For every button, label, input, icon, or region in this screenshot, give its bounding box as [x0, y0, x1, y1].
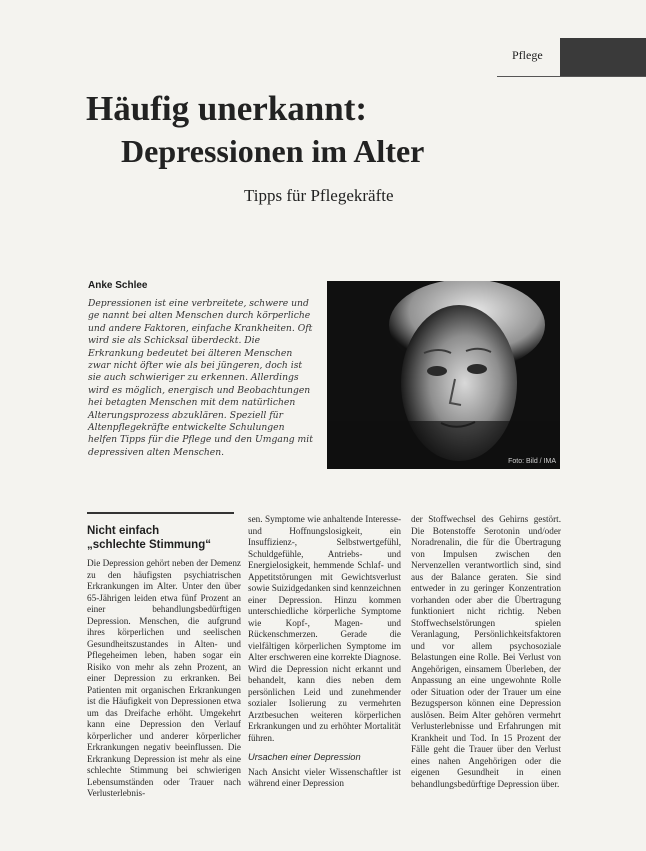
column-3: [411, 514, 561, 790]
article-title-line2: Depressionen im Alter: [121, 133, 425, 169]
column-1-text: Die Depression gehört neben der Demenz zu den häufigsten psychiatrischen Erkrankungen im Alter. Unter den über 65-Jährigen leiden etwa fünf Prozent an einer behandlungsbedürftigen Depression. Menschen, die aufgrund ihres körperlichen und seelischen Gesundheitszustandes in Alten- und Pflegeheimen leben, haben sogar ein Risiko von mehr als zehn Prozent, an einer Depression zu erkranken. Bei Patienten mit organischen Erkrankungen ist die Häufigkeit von Depressionen etwa um das Dreifache erhöht. Umgekehrt kann eine Depression den Verlauf körperlicher und anderer körperlicher Erkrankungen negativ beeinflussen. Die Erkrankung Depression ist mehr als eine schlechte Stimmung bei schwierigen Lebensumständen oder Trauer nach Verlusterlebnis-: [87, 558, 241, 798]
article-subtitle: Tipps für Pflegekräfte: [244, 186, 394, 205]
column-2: [248, 514, 401, 790]
section-heading-line1: Nicht einfach: [87, 525, 160, 537]
section-heading-line2: „schlechte Stimmung“: [87, 539, 211, 551]
elderly-man-illustration: [327, 281, 560, 469]
column-2-subheading: Ursachen einer Depression: [248, 752, 361, 762]
article-teaser: Depressionen ist eine verbreitete, schwere und ge nannt bei alten Menschen durch körperliche und andere Faktoren, einfache Krankheiten. Oft wird sie als Schicksal überdeckt. Die Erkrankung bedeutet bei älteren Menschen zwar nicht öfter wie als bei jüngeren, doch ist sie auch schwieriger zu erkennen. Allerdings wird es möglich, energisch und Beobachtungen hei betagten Menschen mit dem natürlichen Alterungsprozess abzuklären. Speziell für Altenpflegekräfte entwickelte Schulungen helfen Tipps für die Pflege und den Umgang mit depressiven alten Menschen.: [88, 298, 313, 458]
column-1: [87, 524, 241, 800]
section-color-block: [560, 38, 646, 76]
column-3-text: der Stoffwechsel des Gehirns gestört. Die Botenstoffe Serotonin und/oder Noradrenalin, die für die Übertragung von Impulsen zwischen den Nervenzellen verantwortlich sind, sind aus der Balance geraten. Sie sind entweder in zu geringer Konzentration vorhanden oder aber die Übertragung funktioniert nicht richtig. Neben Stoffwechselstörungen spielen Veranlagung, Persönlichkeitsfaktoren und vor allem psychosoziale Belastungen eine Rolle. Bei Verlust von Angehörigen, einsamem Überleben, der Anpassung an eine ungewohnte Rolle oder Situation oder der Trauer um eine Bezugsperson können eine Depression auslösen. Beim Alter gehören vermehrt Verlusterlebnisse und Erfahrungen mit Krankheit und Tod. In 15 Prozent der Fälle geht die Trauer über den Verlust eines nahen Angehörigen oder die eigenen Gesundheit in einen behandlungsbedürftige Depression über.: [411, 514, 561, 789]
column-heading-rule: [87, 512, 234, 514]
section-label: Pflege: [512, 48, 543, 62]
article-title-line1: Häufig unerkannt:: [86, 89, 368, 128]
column-2-text-after: Nach Ansicht vieler Wissenschaftler ist während einer Depression: [248, 766, 401, 788]
author-name: Anke Schlee: [88, 280, 148, 291]
column-2-text: sen. Symptome wie anhaltende Interesse- und Hoffnungslosigkeit, ein Insuffizienz-, Selbstwertgefühl, Schuldgefühle, Antriebs- und Energielosigkeit, hemmende Schlaf- und Appetitstörungen mit Gewichtsverlust sowie Suizidgedanken sind kennzeichnen einer Depression. Hinzu kommen unterschiedliche körperliche Symptome wie Kopf-, Magen- und Rückenschmerzen. Gerade die vielfältigen körperlichen Symptome im Alter erschweren eine korrekte Diagnose. Wird die Depression nicht erkannt und behandelt, kann dies neben dem persönlichen Leid und zunehmender sozialer Isolierung zu vermehrten Arztbesuchen weiteren körperlichen Erkrankungen und zu erhöhter Mortalität führen.: [248, 514, 401, 743]
section-heading: [87, 524, 241, 552]
photo-credit: Foto: Bild / IMA: [508, 458, 556, 465]
elderly-man-photo: [327, 281, 560, 469]
